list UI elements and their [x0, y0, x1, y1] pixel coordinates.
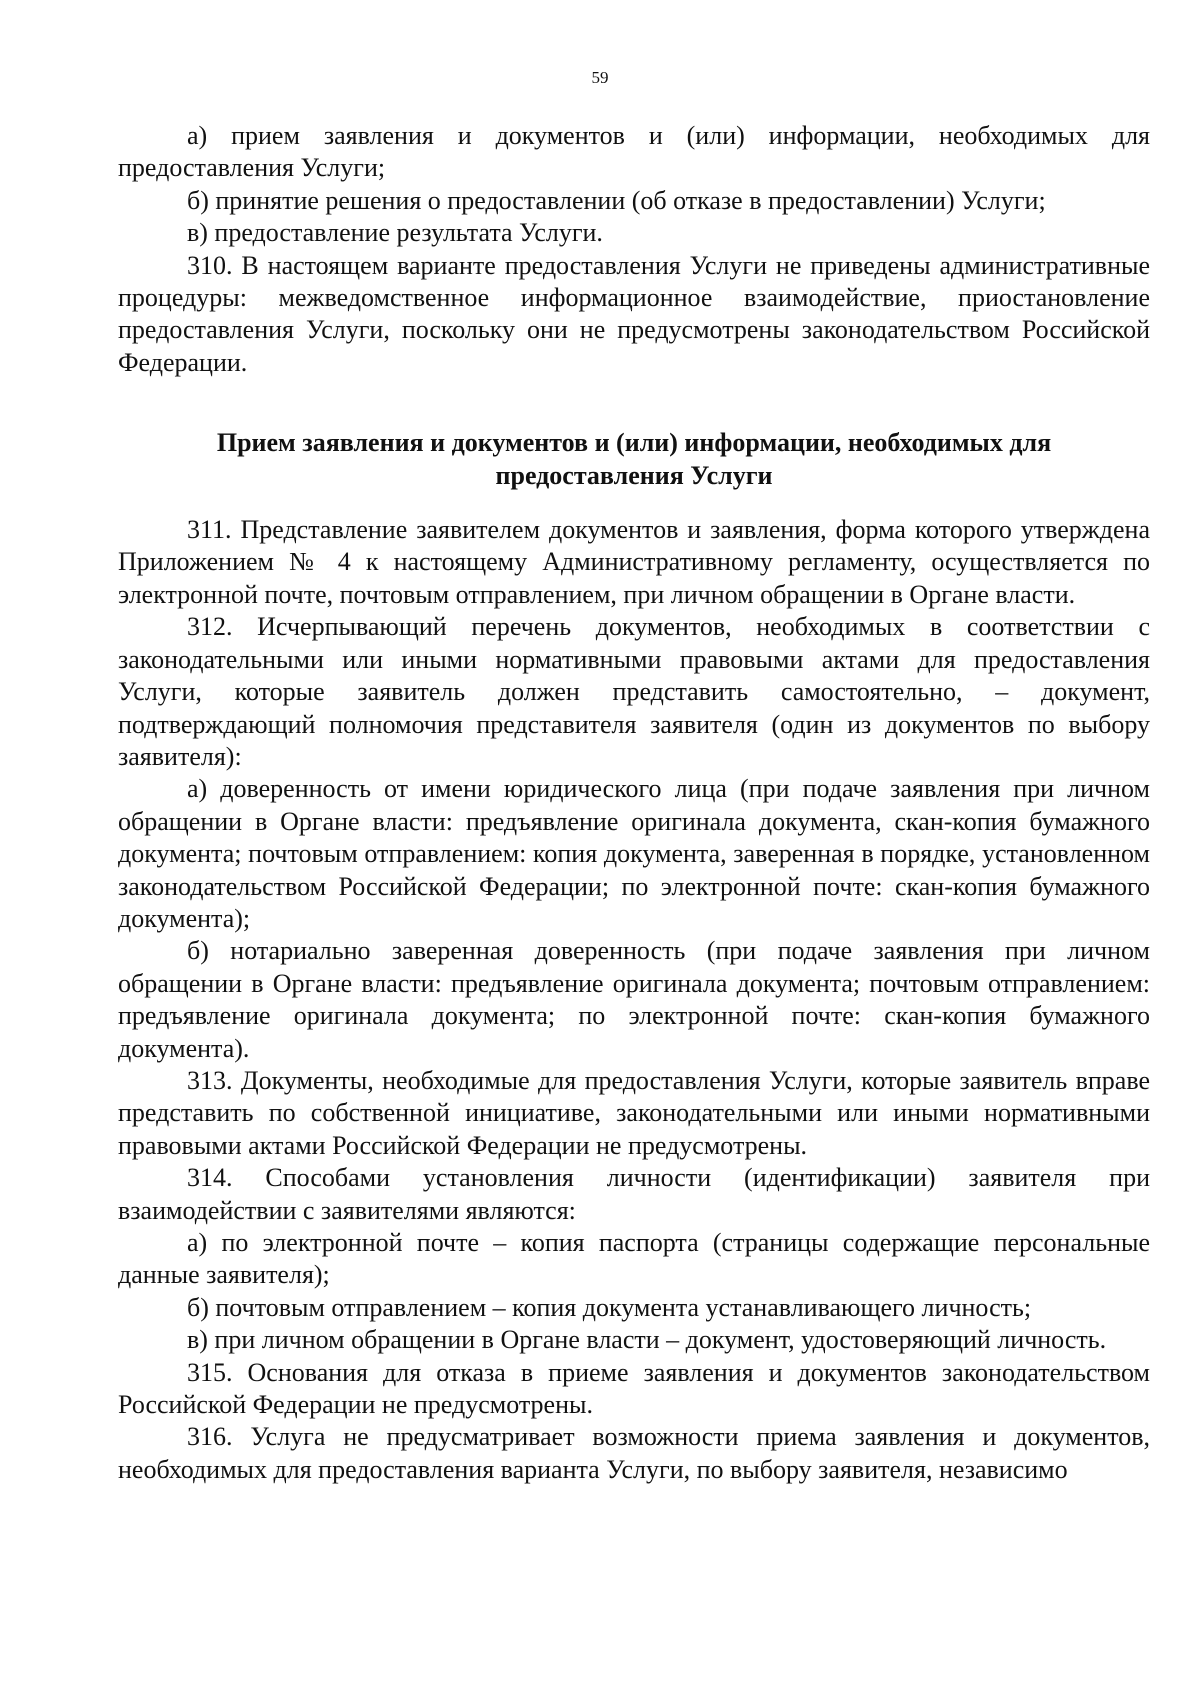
paragraph: 314. Способами установления личности (идентификации) заявителя при взаимодействии с заявителями являются: — [118, 1163, 1150, 1225]
spacer — [118, 492, 1150, 514]
paragraph: 312. Исчерпывающий перечень документов, необходимых в соответствии с законодательными или иными нормативными правовыми актами для предоставления Услуги, которые заявитель должен представить самостоятельно, – документ, подтверждающий полномочия представителя заявителя (один из документов по выбору заявителя): — [118, 612, 1150, 771]
paragraph: а) по электронной почте – копия паспорта (страницы содержащие персональные данные заявителя); — [118, 1228, 1150, 1290]
paragraph: в) предоставление результата Услуги. — [187, 218, 603, 248]
paragraph: б) принятие решения о предоставлении (об отказе в предоставлении) Услуги; — [187, 185, 1046, 215]
section-heading-line: Прием заявления и документов и (или) информации, необходимых для — [216, 428, 1052, 458]
section-heading — [118, 427, 1150, 492]
paragraph: 316. Услуга не предусматривает возможности приема заявления и документов, необходимых для предоставления варианта Услуги, по выбору заявителя, независимо — [118, 1422, 1150, 1484]
paragraph: в) при личном обращении в Органе власти – документ, удостоверяющий личность. — [187, 1325, 1107, 1355]
paragraph: 310. В настоящем варианте предоставления Услуги не приведены административные процедуры: межведомственное информационное взаимодействие, приостановление предоставления Услуги, поскольку они не предусмотрены законодательством Российской Федерации. — [118, 250, 1150, 377]
page-number: 59 — [591, 68, 609, 87]
paragraph: б) нотариально заверенная доверенность (при подаче заявления при личном обращении в Органе власти: предъявление оригинала документа; почтовым отправлением: предъявление оригинала документа; по электронной почте: скан-копия бумажного документа). — [118, 936, 1150, 1063]
paragraph: 313. Документы, необходимые для предоставления Услуги, которые заявитель вправе представить по собственной инициативе, законодательными или иными нормативными правовыми актами Российской Федерации не предусмотрены. — [118, 1065, 1150, 1160]
paragraph: а) доверенность от имени юридического лица (при подаче заявления при личном обращении в Органе власти: предъявление оригинала документа, скан-копия бумажного документа; почтовым отправлением: копия документа, заверенная в порядке, установленном законодательством Российской Федерации; по электронной почте: скан-копия бумажного документа); — [118, 774, 1150, 933]
section-heading-line: предоставления Услуги — [495, 460, 773, 490]
page-content — [118, 120, 1150, 1486]
spacer — [118, 379, 1150, 427]
paragraph: а) прием заявления и документов и (или) информации, необходимых для предоставления Услуги; — [118, 121, 1150, 183]
paragraph: 311. Представление заявителем документов и заявления, форма которого утверждена Приложением № 4 к настоящему Административному регламенту, осуществляется по электронной почте, почтовым отправлением, при личном обращении в Органе власти. — [118, 515, 1150, 609]
paragraph: б) почтовым отправлением – копия документа устанавливающего личность; — [187, 1292, 1032, 1322]
paragraph: 315. Основания для отказа в приеме заявления и документов законодательством Российской Федерации не предусмотрены. — [118, 1357, 1150, 1420]
